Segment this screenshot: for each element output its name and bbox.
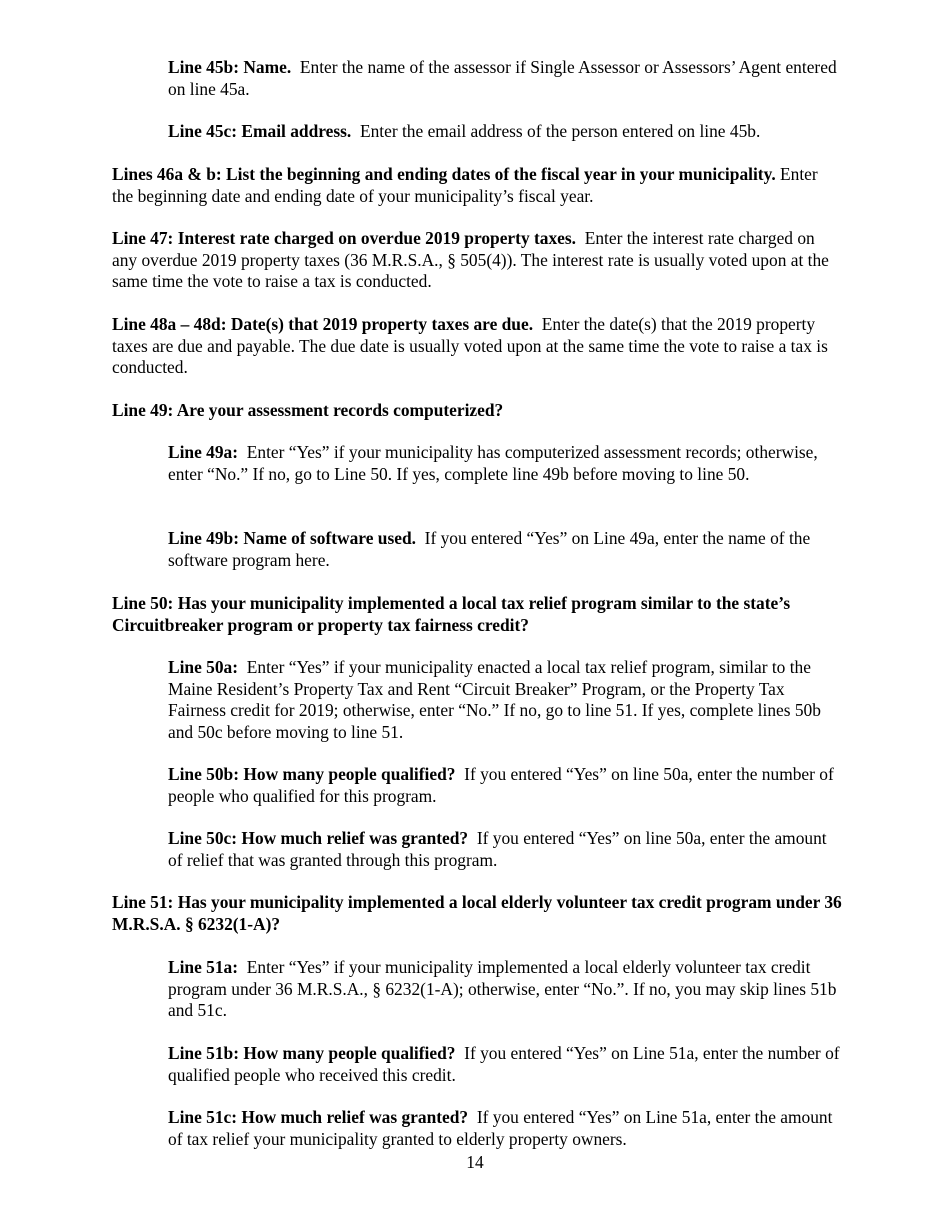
paragraph-heading: Line 49: Are your assessment records computerized?: [112, 400, 504, 420]
heading-line-49: [112, 400, 842, 422]
paragraph-line-45b: [168, 57, 840, 100]
paragraph-line-51c: [168, 1107, 840, 1150]
paragraph-text: If you entered “Yes” on Line 51a, enter the amount of tax relief your municipality granted to elderly property owners.: [168, 1107, 833, 1149]
paragraph-heading: Line 51: Has your municipality implemented a local elderly volunteer tax credit program under 36 M.R.S.A. § 6232(1-A)?: [112, 892, 842, 934]
paragraph-text: If you entered “Yes” on line 50a, enter the number of people who qualified for this program.: [168, 764, 834, 806]
paragraph-text: Enter “Yes” if your municipality implemented a local elderly volunteer tax credit program under 36 M.R.S.A., § 6232(1-A); otherwise, enter “No.”. If no, you may skip lines 51b and 51c.: [168, 957, 837, 1020]
paragraph-line-45c: [168, 121, 840, 143]
paragraph-heading: Line 49b: Name of software used.: [168, 528, 416, 548]
paragraph-heading: Line 48a – 48d: Date(s) that 2019 property taxes are due.: [112, 314, 534, 334]
paragraph-text: If you entered “Yes” on Line 49a, enter the name of the software program here.: [168, 528, 811, 570]
paragraph-text: If you entered “Yes” on line 50a, enter the amount of relief that was granted through this program.: [168, 828, 827, 870]
paragraph-line-47: [112, 228, 842, 293]
paragraph-text: Enter “Yes” if your municipality has computerized assessment records; otherwise, enter “No.” If no, go to Line 50. If yes, complete line 49b before moving to line 50.: [168, 442, 818, 484]
paragraph-heading: Line 45b: Name.: [168, 57, 292, 77]
heading-line-51: [112, 892, 842, 935]
paragraph-line-50c: [168, 828, 840, 871]
paragraph-line-48: [112, 314, 842, 379]
paragraph-heading: Lines 46a & b: List the beginning and ending dates of the fiscal year in your municipality.: [112, 164, 776, 184]
paragraph-heading: Line 51b: How many people qualified?: [168, 1043, 456, 1063]
paragraph-heading: Line 50a:: [168, 657, 239, 677]
paragraph-text: If you entered “Yes” on Line 51a, enter the number of qualified people who received this credit.: [168, 1043, 840, 1085]
heading-line-50: [112, 593, 842, 636]
paragraph-text: Enter “Yes” if your municipality enacted a local tax relief program, similar to the Maine Resident’s Property Tax and Rent “Circuit Breaker” Program, or the Property Tax Fairness credit for 2019; otherwise, enter “No.” If no, go to line 51. If yes, complete lines 50b and 50c before moving to line 51.: [168, 657, 821, 742]
paragraph-line-51b: [168, 1043, 840, 1086]
paragraph-text: Enter the email address of the person entered on line 45b.: [359, 121, 761, 141]
paragraph-line-50b: [168, 764, 840, 807]
paragraph-text: Enter the date(s) that the 2019 property taxes are due and payable. The due date is usually voted upon at the same time the vote to raise a tax is conducted.: [112, 314, 828, 377]
paragraph-line-51a: [168, 957, 840, 1022]
paragraph-text: Enter the interest rate charged on any overdue 2019 property taxes (36 M.R.S.A., § 505(4)). The interest rate is usually voted upon at the same time the vote to raise a tax is conducted.: [112, 228, 829, 291]
paragraph-heading: Line 50c: How much relief was granted?: [168, 828, 469, 848]
paragraph-heading: Line 51a:: [168, 957, 239, 977]
paragraph-text: Enter the beginning date and ending date of your municipality’s fiscal year.: [112, 164, 818, 206]
paragraph-heading: Line 51c: How much relief was granted?: [168, 1107, 469, 1127]
paragraph-line-49a: [168, 442, 840, 485]
page-number: 14: [466, 1152, 484, 1172]
paragraph-lines-46: [112, 164, 842, 207]
paragraph-text: Enter the name of the assessor if Single Assessor or Assessors’ Agent entered on line 45a.: [168, 57, 837, 99]
paragraph-line-50a: [168, 657, 840, 743]
paragraph-heading: Line 49a:: [168, 442, 239, 462]
paragraph-line-49b: [168, 528, 840, 571]
paragraph-heading: Line 45c: Email address.: [168, 121, 352, 141]
paragraph-heading: Line 50b: How many people qualified?: [168, 764, 456, 784]
paragraph-heading: Line 50: Has your municipality implemented a local tax relief program similar to the state’s Circuitbreaker program or property tax fairness credit?: [112, 593, 791, 635]
paragraph-heading: Line 47: Interest rate charged on overdue 2019 property taxes.: [112, 228, 577, 248]
